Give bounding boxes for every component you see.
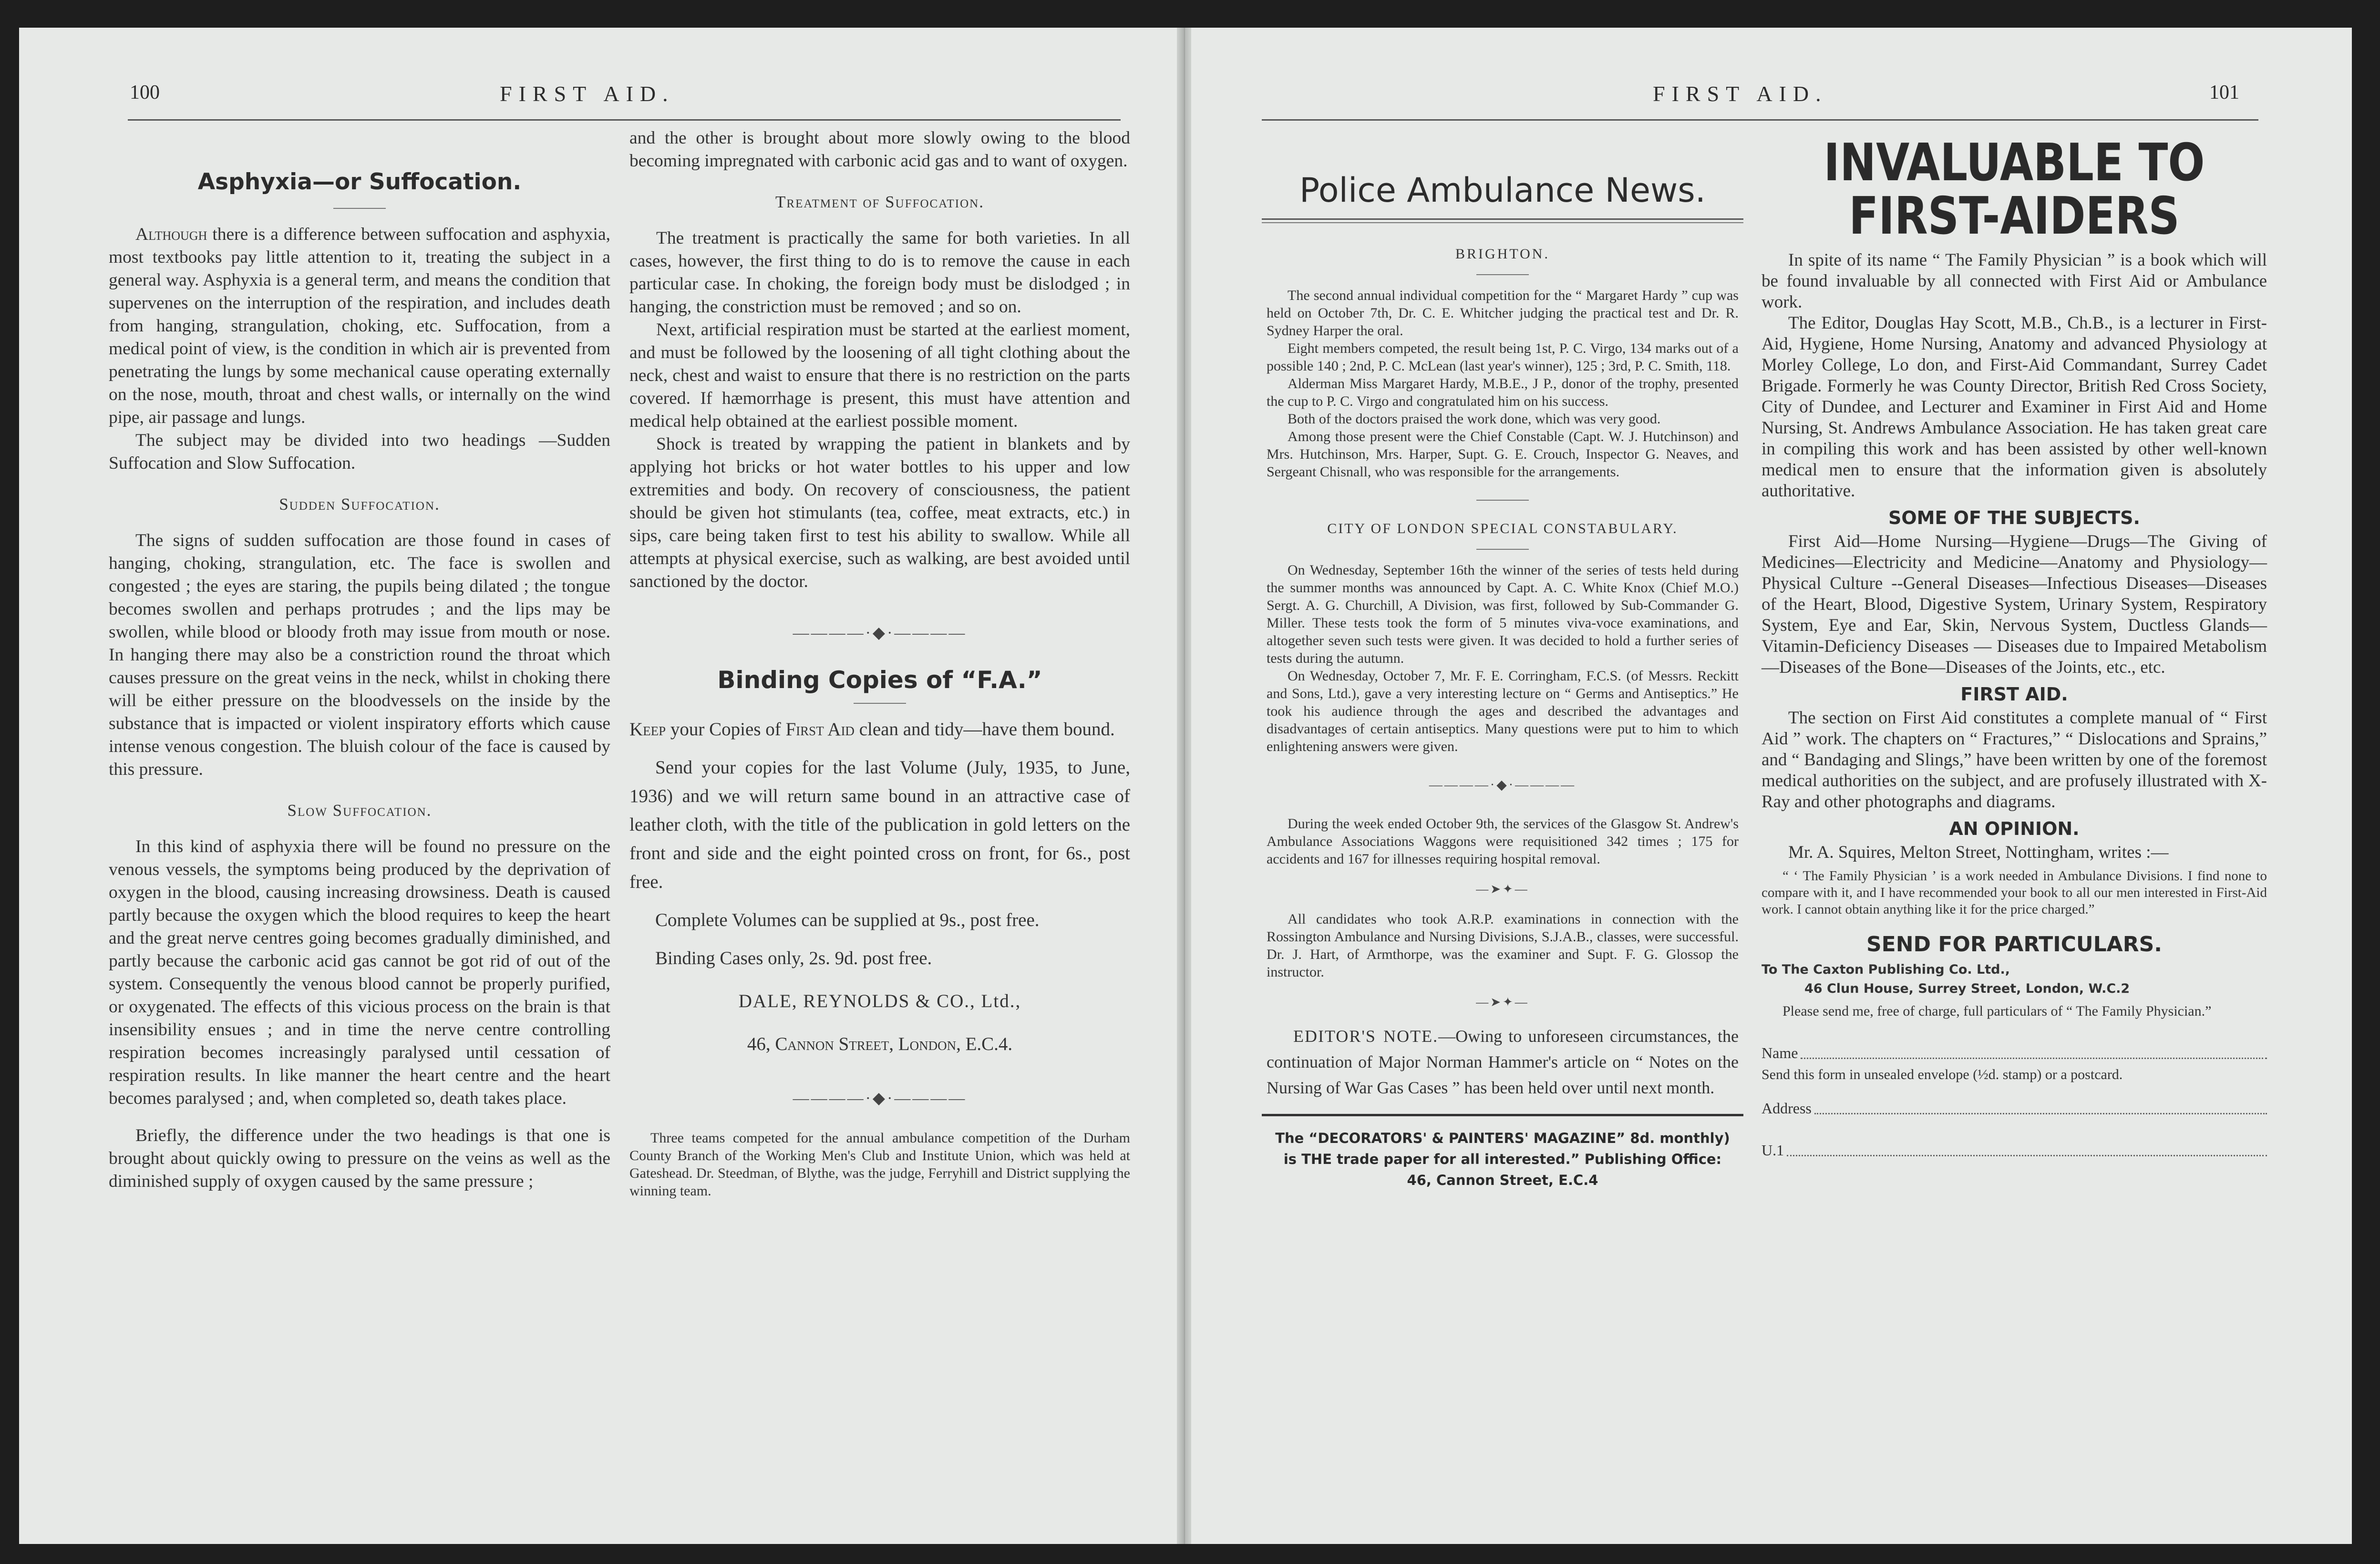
asphyxia-paragraph: The subject may be divided into two headings —Sudden Suffocation and Slow Suffocation.: [109, 431, 610, 473]
coupon-note: Send this form in unsealed envelope (½d. stamp) or a postcard.: [1762, 1067, 2123, 1082]
asphyxia-paragraph: The treatment is practically the same for both varieties. In all cases, however, the first thing to do is to remove the cause in each particular case. In choking, the foreign body must be dislodged ; in hanging, the constriction must be removed ; and so on.: [629, 228, 1130, 317]
news-paragraph: Eight members competed, the result being 1st, P. C. Virgo, 134 marks out of a possible 140 ; 2nd, P. C. McLean (last year's winner), 125 ; 3rd, P. C. Smith, 118.: [1267, 340, 1739, 374]
news-paragraph: Both of the doctors praised the work done, which was very good.: [1288, 411, 1661, 427]
ornament-divider: ————·◆·————: [793, 624, 967, 642]
subjects-heading: SOME OF THE SUBJECTS.: [1888, 507, 2140, 528]
divider: [854, 703, 906, 704]
brighton-heading: BRIGHTON.: [1455, 246, 1550, 262]
news-paragraph: All candidates who took A.R.P. examinations in connection with the Rossington Ambulance and Nursing Divisions, S.J.A.B., classes, were successful. Dr. J. Hart, of Armthorpe, was the examiner and Supt. F. G. Glossop the instructor.: [1267, 911, 1739, 980]
news-paragraph: Among those present were the Chief Constable (Capt. W. J. Hutchinson) and Mrs. Hutchinson, Mrs. Harper, Supt. G. E. Crouch, Inspector G. Neaves, and Sergeant Chisnall, who was responsible for the arrangements.: [1267, 429, 1739, 480]
durham-note: Three teams competed for the annual ambulance competition of the Durham County Branch of the Working Men's Club and Institute Union, which was held at Gateshead. Dr. Steedman, of Blythe, was the judge, Ferryhill and District supplying the winning team.: [629, 1130, 1130, 1199]
asphyxia-paragraph: Shock is treated by wrapping the patient in blankets and by applying hot bricks or hot water bottles to his upper and low extremities and body. On recovery of consciousness, the patient should be given hot stimulants (tea, coffee, meat extracts, etc.) in sips, care being taken first to test his ability to swallow. While all attempts at physical exercise, such as walking, are best avoided until sanctioned by the doctor.: [629, 434, 1130, 591]
opinion-heading: AN OPINION.: [1949, 818, 2080, 839]
city-heading: CITY OF LONDON SPECIAL CONSTABULARY.: [1327, 521, 1678, 536]
coupon-form: [1762, 1039, 2267, 1164]
news-paragraph: On Wednesday, October 7, Mr. F. E. Corringham, F.C.S. (of Messrs. Reckitt and Sons, Ltd.), gave a very interesting lecture on “ Germs and Antiseptics.” He took his audience through the ages and described the advantages and disadvantages of certain antiseptics. Many questions were put to him to which enlightening answers were given.: [1267, 668, 1739, 754]
subheading-slow: Slow Suffocation.: [287, 801, 432, 820]
news-paragraph: On Wednesday, September 16th the winner of the series of tests held during the summer months was announced by Capt. A. C. White Knox (Chief M.O.) Sergt. A. G. Churchill, A Division, was first, followed by Sub-Commander G. Miller. These tests took the form of 5 minutes viva-voce examinations, and altogether seven such tests were given. It was decided to hold a further series of tests during the autumn.: [1267, 562, 1739, 666]
header-rule: [1262, 119, 2258, 121]
testimonial-quote: “ ‘ The Family Physician ’ is a work needed in Ambulance Divisions. I find none to compare with it, and I have recommended your book to all our men interested in First-Aid work. I cannot obtain anything like it for the price charged.”: [1762, 868, 2267, 917]
divider: [333, 208, 386, 209]
right-page-number: 101: [2209, 82, 2239, 103]
subheading-treatment: Treatment of Suffocation.: [775, 193, 984, 211]
publisher-address: 46, Cannon Street, London, E.C.4.: [747, 1034, 1013, 1054]
binding-paragraph: Complete Volumes can be supplied at 9s., post free.: [655, 910, 1040, 930]
ornament-divider: —➤✦—: [1476, 995, 1529, 1009]
police-news: [1262, 140, 1743, 1191]
right-page: [1191, 28, 2352, 1544]
binding-paragraph: Keep your Copies of First Aid clean and tidy—have them bound.: [629, 719, 1115, 740]
asphyxia-paragraph: Briefly, the difference under the two headings is that one is brought about quickly owing to pressure on the veins as well as the diminished supply of oxygen caused by the same pressure ;: [109, 1126, 610, 1191]
title-double-rule: [1262, 218, 1743, 223]
asphyxia-paragraph: In this kind of asphyxia there will be found no pressure on the venous vessels, the symptoms being produced by the deprivation of oxygen in the blood, causing increasing drowsiness. Death is caused partly because the oxygen which the blood requires to keep the heart and the great nerve centres going becomes gradually diminished, and partly because the carbonic acid gas cannot be got rid of out of the system. Consequently the venous blood cannot be properly purified, or oxygenated. The effects of this vicious process on the brain is that insensibility ensues ; and in time the nerve centre controlling respiration becomes increasingly paralysed until cessation of respiration results. In like manner the heart centre and the heart becomes paralysed ; and, when completed so, death takes place.: [109, 837, 610, 1108]
drop-lead: Although: [135, 225, 207, 244]
asphyxia-title: Asphyxia—or Suffocation.: [197, 169, 522, 195]
ornament-divider: —➤✦—: [1476, 882, 1529, 896]
ad-paragraph: The Editor, Douglas Hay Scott, M.B., Ch.B., is a lecturer in First-Aid, Hygiene, Home Nursing, Anatomy and advanced Physiology at Morley College, Lo don, and First-Aid Commandant, Surrey Cadet Brigade. Formerly he was County Director, British Red Cross Society, City of Dundee, and Lecturer and Examiner in First Aid and Home Nursing, St. Andrews Ambulance Association. He has taken great care in compiling this work and has been assisted by other well-known medical men to ensure that the information given is absolutely authoritative.: [1762, 313, 2267, 501]
header-rule: [128, 119, 1121, 121]
address-line-2[interactable]: U.1: [1762, 1136, 2267, 1164]
news-paragraph: The second annual individual competition for the “ Margaret Hardy ” cup was held on October 7th, Dr. C. E. Whitcher judging the practical test and Dr. R. Sydney Harper the oral.: [1267, 288, 1739, 339]
asphyxia-paragraph: Next, artificial respiration must be started at the earliest moment, and must be followed by the loosening of all tight clothing about the neck, chest and waist to ensure that there is no restriction on the parts covered. If hæmorrhage is present, this must have attention and medical help obtained at the earliest possible moment.: [629, 320, 1130, 431]
section-rule: [1262, 1114, 1743, 1116]
book-spine: [1177, 28, 1192, 1544]
asphyxia-article: [109, 140, 610, 1193]
binding-title: Binding Copies of “F.A.”: [717, 666, 1042, 694]
coupon-text: Please send me, free of charge, full particulars of “ The Family Physician.”: [1782, 1003, 2212, 1019]
divider: [1476, 274, 1529, 275]
ornament-divider: ————·◆·————: [793, 1090, 967, 1107]
binding-paragraph: Send your copies for the last Volume (July, 1935, to June, 1936) and we will return same bound in an attractive case of leather cloth, with the title of the publication in gold letters on the front and side and the eight pointed cross on front, for 6s., post free.: [629, 757, 1130, 892]
binding-notice: [629, 715, 1130, 1059]
ad-headline: INVALUABLE TO FIRST-AIDERS: [1824, 133, 2205, 246]
editors-note: EDITOR'S NOTE.—Owing to unforeseen circumstances, the continuation of Major Norman Hammer's article on “ Notes on the Nursing of War Gas Cases ” has been held over until next month.: [1267, 1027, 1739, 1097]
asphyxia-continued: [629, 127, 1130, 1200]
binding-paragraph: Binding Cases only, 2s. 9d. post free.: [655, 948, 932, 968]
news-paragraph: During the week ended October 9th, the services of the Glasgow St. Andrew's Ambulance Associations Waggons were requisitioned 342 times ; 175 for accidents and 167 for illnesses requiring hospital removal.: [1267, 816, 1739, 867]
left-page-number: 100: [130, 82, 160, 103]
publisher-name: DALE, REYNOLDS & CO., Ltd.,: [738, 991, 1021, 1011]
ad-paragraph: In spite of its name “ The Family Physician ” is a book which will be found invaluable by all connected with First Aid or Ambulance work.: [1762, 250, 2267, 312]
police-title: Police Ambulance News.: [1299, 171, 1706, 210]
asphyxia-paragraph: Although there is a difference between suffocation and asphyxia, most textbooks pay little attention to it, treating the subject in a general way. Asphyxia is a general term, and means the condition that supervenes on the interruption of the respiration, and includes death from hanging, strangulation, choking, etc. Suffocation, from a medical point of view, is the condition in which air is prevented from penetrating the lungs by some mechanical cause operating externally on the nose, mouth, throat and chest walls, or internally on the wind pipe, air passage and lungs.: [109, 225, 610, 427]
coupon-address: To The Caxton Publishing Co. Ltd., 46 Clun House, Surrey Street, London, W.C.2: [1762, 962, 2130, 996]
address-field[interactable]: Address: [1762, 1094, 2267, 1122]
left-running-head: FIRST AID.: [500, 82, 675, 106]
right-running-head: FIRST AID.: [1653, 82, 1828, 106]
divider: [1476, 500, 1529, 501]
family-physician-ad: [1762, 133, 2267, 1164]
asphyxia-paragraph: The signs of sudden suffocation are those found in cases of hanging, choking, strangulation, etc. The face is swollen and congested ; the eyes are staring, the pupils being dilated ; the tongue becomes swollen and perhaps protrudes ; and the lips may be swollen, while blood or bloody froth may issue from mouth or nose. In hanging there may also be a constriction round the throat which causes pressure on the great veins in the neck, whilst in choking there will be either pressure on the bloodvessels on the inside by the substance that is impacted or violent inspiratory efforts which cause intense venous congestion. The bluish colour of the face is caused by this pressure.: [109, 531, 610, 779]
news-paragraph: Alderman Miss Margaret Hardy, M.B.E., J P., donor of the trophy, presented the cup to P. C. Virgo and congratulated him on his success.: [1267, 376, 1739, 409]
send-heading: SEND FOR PARTICULARS.: [1866, 932, 2163, 957]
ad-paragraph: Mr. A. Squires, Melton Street, Nottingham, writes :—: [1788, 843, 2169, 862]
firstaid-heading: FIRST AID.: [1960, 684, 2068, 705]
left-page: [19, 28, 1178, 1544]
subheading-sudden: Sudden Suffocation.: [279, 495, 440, 514]
asphyxia-paragraph: and the other is brought about more slowly owing to the blood becoming impregnated with carbonic acid gas and to want of oxygen.: [629, 128, 1130, 171]
ornament-divider: ————·◆·————: [1429, 778, 1576, 792]
ad-paragraph: First Aid—Home Nursing—Hygiene—Drugs—The Giving of Medicines—Electricity and Medicine—Anatomy and Physiology—Physical Culture --General Diseases—Infectious Diseases—Diseases of the Heart, Blood, Digestive System, Urinary System, Respiratory System, Eye and Ear, Skin, Nervous System, Ductless Glands—Vitamin-Deficiency Diseases — Diseases due to Impaired Metabolism—Diseases of the Bone—Diseases of the Joints, etc., etc.: [1762, 532, 2267, 677]
divider: [1476, 549, 1529, 550]
decorators-ad: The “DECORATORS' & PAINTERS' MAGAZINE” 8d. monthly) is THE trade paper for all interested.” Publishing Office: 46, Cannon Street, E.C.4: [1275, 1130, 1730, 1188]
ad-paragraph: The section on First Aid constitutes a complete manual of “ First Aid ” work. The chapters on “ Fractures,” “ Dislocations and Sprains,” and “ Bandaging and Slings,” have been written by one of the foremost medical authorities on the subject, and are profusely illustrated with X-Ray and other photographs and diagrams.: [1762, 708, 2267, 812]
name-field[interactable]: Name: [1762, 1039, 2267, 1067]
